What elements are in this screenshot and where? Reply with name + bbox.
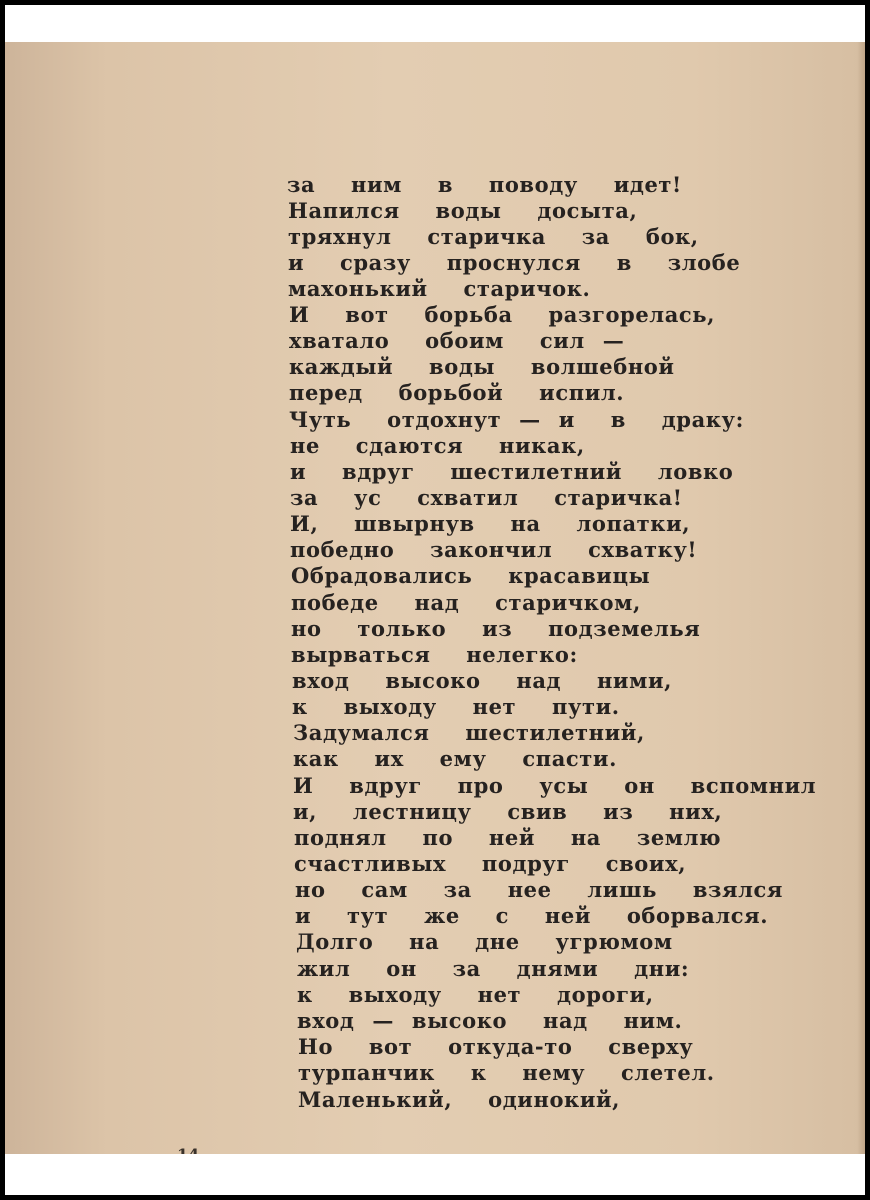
poem-line: Маленький, одинокий,: [298, 1087, 621, 1112]
poem-line: но сам за нее лишь взялся: [295, 877, 784, 902]
poem-line: И вот борьба разгорелась,: [289, 302, 716, 327]
poem-line: турпанчик к нему слетел.: [298, 1060, 715, 1085]
poem-line: счастливых подруг своих,: [294, 851, 687, 876]
page-number: [177, 1144, 199, 1154]
scan-bottom-margin: [5, 1154, 865, 1195]
poem-line: победно закончил схватку!: [290, 537, 698, 562]
poem-line: тряхнул старичка за бок,: [288, 224, 699, 249]
poem-line: Задумался шестилетний,: [293, 720, 645, 745]
poem-line: поднял по ней на землю: [294, 825, 722, 850]
poem-line: Но вот откуда-то сверху: [298, 1034, 694, 1059]
poem-line: за ус схватил старичка!: [290, 485, 683, 510]
poem-line: и тут же с ней оборвался.: [295, 903, 769, 928]
poem-line: и, лестницу свив из них,: [293, 799, 723, 824]
poem-text: [5, 42, 865, 1154]
poem-line: и вдруг шестилетний ловко: [290, 459, 734, 484]
poem-line: И вдруг про усы он вспомнил: [293, 773, 817, 798]
poem-line: вырваться нелегко:: [291, 642, 578, 667]
poem-line: и сразу проснулся в злобе: [288, 250, 741, 275]
poem-line: к выходу нет дороги,: [297, 982, 654, 1007]
poem-line: но только из подземелья: [291, 616, 701, 641]
poem-line: вход высоко над ними,: [292, 668, 673, 693]
poem-line: вход — высоко над ним.: [297, 1008, 683, 1033]
poem-line: за ним в поводу идет!: [287, 172, 682, 197]
poem-line: победе над старичком,: [291, 590, 641, 615]
poem-line: к выходу нет пути.: [292, 694, 620, 719]
poem-line: хватало обоим сил —: [289, 328, 625, 353]
poem-line: Обрадовались красавицы: [291, 563, 651, 588]
poem-line: И, швырнув на лопатки,: [290, 511, 691, 536]
poem-line: жил он за днями дни:: [297, 956, 690, 981]
book-page: [5, 42, 865, 1154]
poem-line: Долго на дне угрюмом: [296, 929, 673, 954]
poem-line: Чуть отдохнут — и в драку:: [289, 407, 744, 432]
poem-line: Напился воды досыта,: [288, 198, 638, 223]
poem-line: махонький старичок.: [288, 276, 591, 301]
poem-line: не сдаются никак,: [290, 433, 585, 458]
poem-line: как их ему спасти.: [293, 746, 617, 771]
poem-line: перед борьбой испил.: [289, 380, 625, 405]
poem-line: каждый воды волшебной: [289, 354, 675, 379]
